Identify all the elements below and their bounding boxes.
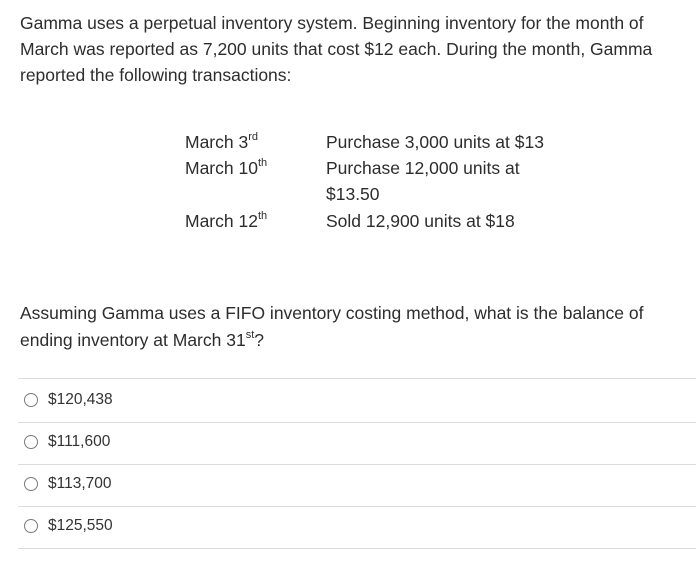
prompt-ordinal-suffix: st [245,329,255,342]
transaction-description: Purchase 3,000 units at $13 [326,132,544,152]
date-ordinal-suffix: th [257,210,268,223]
transaction-date [185,155,267,181]
divider [18,464,696,465]
radio-button[interactable] [24,393,38,407]
answer-option[interactable] [24,514,113,538]
radio-button[interactable] [24,519,38,533]
answer-option-label: $125,550 [48,517,113,534]
question-prompt-text: Assuming Gamma uses a FIFO inventory costing method, what is the balance of ending inventory at March 31 [20,303,644,350]
date-ordinal-suffix: rd [248,131,258,144]
transaction-description-continued: $13.50 [326,184,380,204]
transaction-date-text: March 12 [185,211,258,231]
divider [18,506,696,507]
divider [18,548,696,549]
transaction-description: Sold 12,900 units at $18 [326,211,515,231]
transaction-description: Purchase 12,000 units at [326,158,520,178]
answer-option-label: $120,438 [48,391,113,408]
transaction-date [185,208,267,234]
divider [18,422,696,423]
answer-option[interactable] [24,388,113,412]
transactions-table [0,0,700,240]
transaction-date-text: March 3 [185,132,249,152]
radio-button[interactable] [24,435,38,449]
transaction-date [185,129,258,155]
question-intro: Gamma uses a perpetual inventory system. Beginning inventory for the month of March was reported as 7,200 units that cost $12 each. During the month, Gamma reported the following transactions: [20,13,653,85]
question-mark: ? [254,330,264,350]
answer-option-label: $111,600 [48,433,111,450]
answer-option-label: $113,700 [48,475,112,492]
answer-option[interactable] [24,472,112,496]
date-ordinal-suffix: th [257,157,268,170]
question-prompt [20,300,685,354]
answer-option[interactable] [24,430,110,454]
transaction-date-text: March 10 [185,158,258,178]
radio-button[interactable] [24,477,38,491]
divider [18,378,696,379]
